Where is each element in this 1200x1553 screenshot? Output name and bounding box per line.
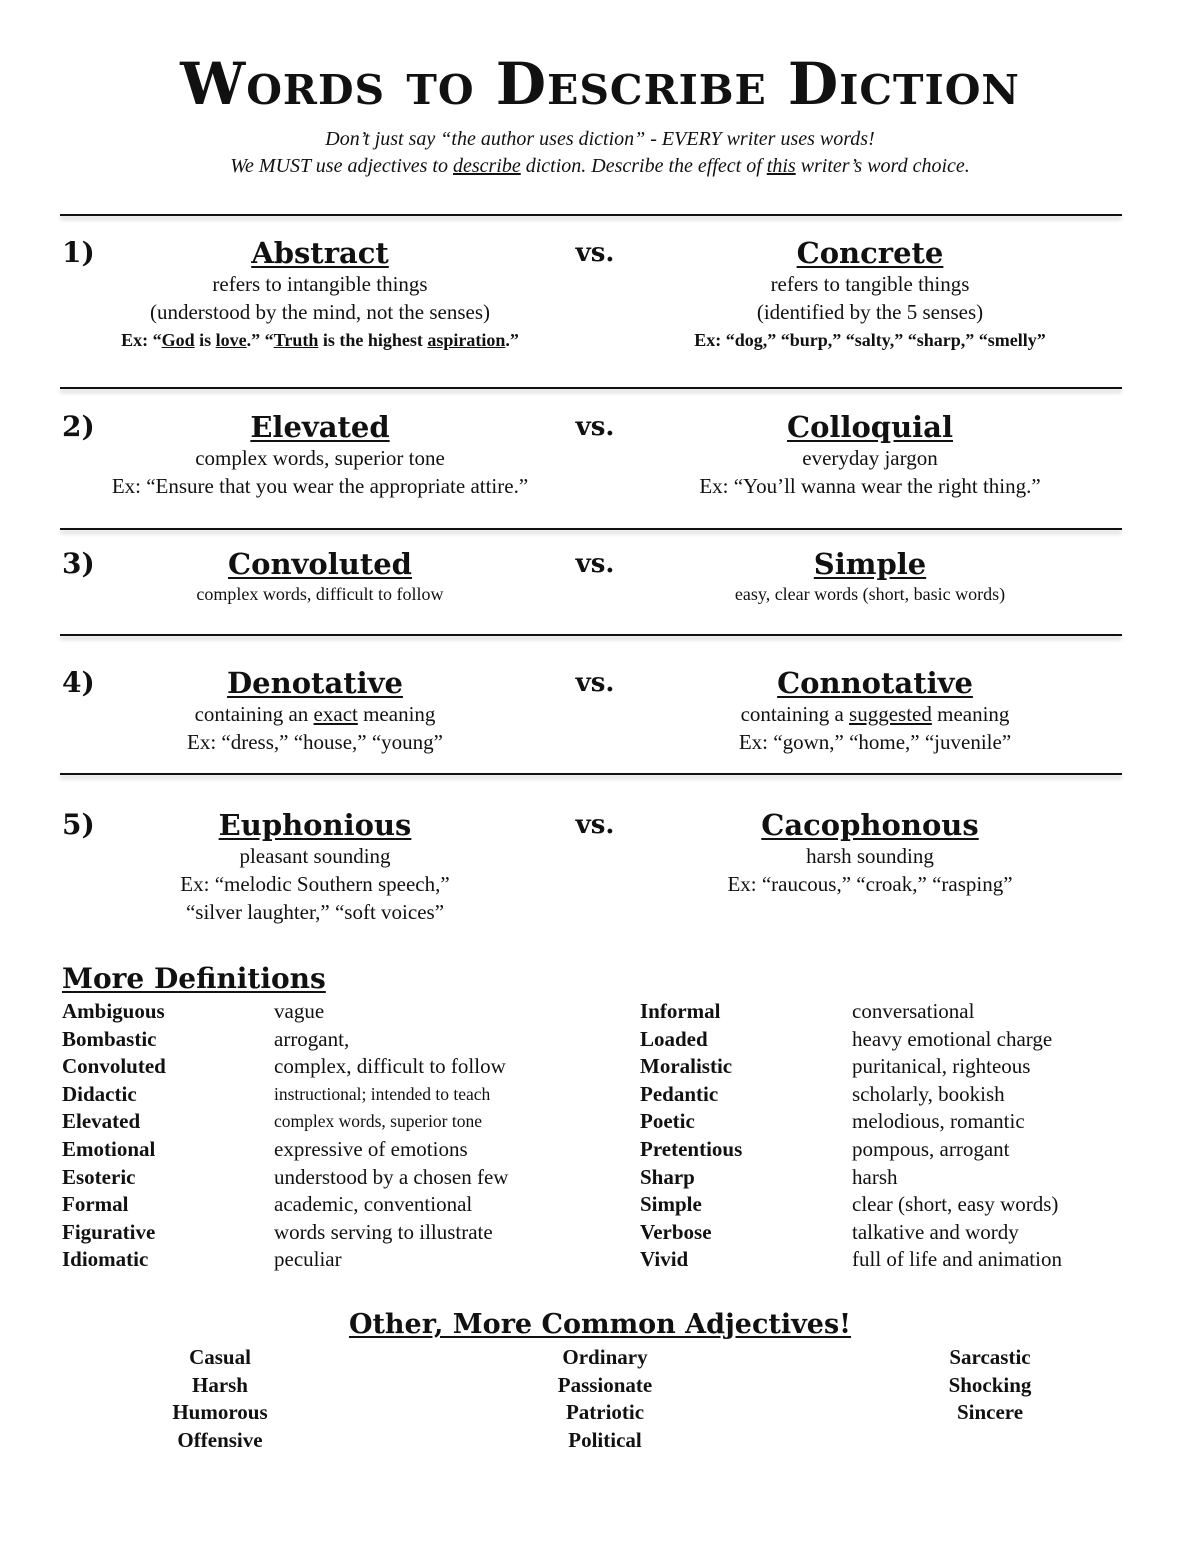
vs-label: vs. — [575, 412, 615, 442]
definition-line: refers to tangible things — [770, 272, 970, 296]
pair-number: 5) — [62, 808, 95, 841]
definition-meaning: vague — [274, 999, 325, 1023]
example-line: Ex: “dress,” “house,” “young” — [187, 730, 443, 754]
definition-word: Vivid — [640, 1247, 689, 1272]
pair-right-column — [620, 236, 1120, 354]
definition-word: Ambiguous — [62, 999, 165, 1023]
pair-number: 4) — [62, 666, 95, 699]
term-elevated: Elevated — [250, 410, 390, 444]
vs-label: vs. — [575, 810, 615, 840]
subtitle-text: diction. Describe the effect of — [520, 155, 767, 177]
definition-meaning: understood by a chosen few — [274, 1164, 509, 1189]
definition-word: Verbose — [640, 1219, 712, 1244]
pair-left-column — [60, 410, 580, 500]
pair-right-column — [620, 808, 1120, 898]
more-definitions-heading: More Definitions — [62, 962, 326, 995]
definition-word: Convoluted — [62, 1054, 166, 1079]
definition-meaning: heavy emotional charge — [852, 1026, 1053, 1051]
divider-rule — [60, 773, 1122, 775]
definition-line: harsh sounding — [806, 844, 934, 868]
definition-word: Loaded — [640, 1026, 708, 1051]
term-simple: Simple — [813, 547, 927, 581]
example-emphasis: love — [215, 330, 247, 350]
example-emphasis: aspiration — [427, 330, 506, 350]
subtitle-line-1: Don’t just say “the author uses diction” - EVERY writer uses words! — [325, 128, 875, 150]
pair-number: 3) — [62, 547, 95, 580]
definition-meaning: puritanical, righteous — [852, 1054, 1031, 1079]
subtitle-emphasis-this: this — [766, 155, 796, 177]
adjective-item: Sincere — [956, 1400, 1024, 1425]
adjective-item: Political — [568, 1427, 642, 1452]
definition-text: meaning — [931, 702, 1010, 726]
pair-right-column — [620, 547, 1120, 607]
definition-meaning: full of life and animation — [852, 1247, 1062, 1272]
definition-word: Informal — [640, 999, 721, 1023]
vs-label: vs. — [575, 549, 615, 579]
adjectives-column-1 — [90, 1344, 350, 1454]
term-abstract: Abstract — [251, 236, 389, 270]
term-concrete: Concrete — [796, 236, 944, 270]
adjective-item: Patriotic — [565, 1400, 645, 1425]
definition-line: (identified by the 5 senses) — [756, 300, 984, 324]
definition-word: Bombastic — [62, 1026, 157, 1051]
pair-left-column — [60, 547, 580, 607]
definition-emphasis: exact — [313, 702, 358, 726]
definition-word: Poetic — [640, 1109, 695, 1134]
pair-number: 1) — [62, 236, 95, 269]
definition-line: refers to intangible things — [212, 272, 428, 296]
subtitle-line-2 — [0, 153, 1200, 180]
example-line: “silver laughter,” “soft voices” — [185, 900, 445, 924]
divider-rule — [60, 387, 1122, 389]
definition-text: meaning — [357, 702, 436, 726]
term-euphonious: Euphonious — [218, 808, 412, 842]
definition-meaning: conversational — [852, 999, 975, 1023]
term-denotative: Denotative — [227, 666, 403, 700]
definition-line — [50, 700, 580, 728]
pair-right-column — [620, 410, 1120, 500]
definition-line: complex words, difficult to follow — [196, 584, 444, 604]
definition-meaning: scholarly, bookish — [852, 1081, 1005, 1106]
adjective-item: Offensive — [177, 1427, 263, 1452]
term-cacophonous: Cacophonous — [761, 808, 979, 842]
example-text: is — [194, 330, 216, 350]
term-convoluted: Convoluted — [228, 547, 412, 581]
adjective-item: Shocking — [948, 1372, 1032, 1397]
definition-word: Figurative — [62, 1219, 156, 1244]
divider-rule — [60, 214, 1122, 216]
definition-meaning: instructional; intended to teach — [274, 1083, 491, 1104]
term-colloquial: Colloquial — [787, 410, 953, 444]
subtitle — [0, 126, 1200, 180]
definition-word: Pedantic — [640, 1081, 719, 1106]
definition-word: Idiomatic — [62, 1247, 149, 1272]
example-line: Ex: “You’ll wanna wear the right thing.” — [699, 474, 1041, 498]
example-emphasis: God — [161, 330, 195, 350]
pair-left-column — [50, 808, 580, 926]
example-line: Ex: “dog,” “burp,” “salty,” “sharp,” “smelly” — [694, 330, 1046, 350]
adjective-item: Casual — [189, 1345, 251, 1369]
divider-rule — [60, 634, 1122, 636]
example-text: .” — [505, 330, 519, 350]
definition-meaning: academic, conventional — [274, 1192, 473, 1217]
adjectives-column-2 — [475, 1344, 735, 1454]
example-line: Ex: “raucous,” “croak,” “rasping” — [727, 872, 1013, 896]
definition-word: Elevated — [62, 1109, 141, 1134]
definition-meaning: complex, difficult to follow — [274, 1054, 506, 1079]
pair-left-column — [50, 666, 580, 756]
definition-word: Simple — [640, 1192, 702, 1217]
definition-word: Esoteric — [62, 1164, 136, 1189]
definition-meaning: words serving to illustrate — [274, 1219, 493, 1244]
adjectives-column-3 — [860, 1344, 1120, 1427]
subtitle-text: writer’s word choice. — [795, 155, 970, 177]
definition-meaning: complex words, superior tone — [274, 1111, 483, 1132]
definition-line: complex words, superior tone — [195, 446, 445, 470]
divider-rule — [60, 528, 1122, 530]
term-connotative: Connotative — [777, 666, 973, 700]
example-text: is the highest — [318, 330, 428, 350]
definition-meaning: pompous, arrogant — [852, 1136, 1010, 1161]
definition-line: everyday jargon — [802, 446, 938, 470]
definition-text: containing a — [740, 702, 850, 726]
definition-meaning: harsh — [852, 1164, 898, 1189]
subtitle-emphasis-describe: describe — [452, 155, 521, 177]
definition-emphasis: suggested — [849, 702, 932, 726]
pair-right-column — [625, 666, 1125, 756]
adjective-item: Harsh — [191, 1372, 248, 1397]
example-text: Ex: “ — [121, 330, 162, 350]
adjective-item: Humorous — [172, 1400, 268, 1425]
definition-meaning: clear (short, easy words) — [852, 1192, 1059, 1217]
definition-word: Moralistic — [640, 1054, 733, 1079]
definition-word: Pretentious — [640, 1136, 743, 1161]
definition-meaning: peculiar — [274, 1247, 342, 1272]
definition-meaning: melodious, romantic — [852, 1109, 1025, 1134]
adjective-item: Ordinary — [562, 1345, 648, 1369]
definition-text: containing an — [194, 702, 314, 726]
pair-left-column — [60, 236, 580, 354]
definition-meaning: arrogant, — [274, 1026, 350, 1051]
definition-meaning: expressive of emotions — [274, 1136, 468, 1161]
definition-line: easy, clear words (short, basic words) — [734, 584, 1006, 604]
vs-label: vs. — [575, 238, 615, 268]
example-line: Ex: “melodic Southern speech,” — [180, 872, 450, 896]
definition-meaning: talkative and wordy — [852, 1219, 1019, 1244]
adjective-item: Sarcastic — [949, 1345, 1031, 1369]
definition-line: pleasant sounding — [239, 844, 391, 868]
example-emphasis: Truth — [273, 330, 319, 350]
example-text: .” “ — [246, 330, 274, 350]
example-line: Ex: “gown,” “home,” “juvenile” — [738, 730, 1012, 754]
vs-label: vs. — [575, 668, 615, 698]
example-line: Ex: “Ensure that you wear the appropriate attire.” — [111, 474, 529, 498]
pair-number: 2) — [62, 410, 95, 443]
definition-word: Formal — [62, 1192, 129, 1217]
example-line — [60, 326, 580, 354]
definition-line — [625, 700, 1125, 728]
definition-word: Didactic — [62, 1081, 137, 1106]
definition-word: Sharp — [640, 1164, 695, 1189]
other-adjectives-heading: Other, More Common Adjectives! — [348, 1309, 852, 1340]
adjective-item: Passionate — [557, 1372, 653, 1397]
definition-word: Emotional — [62, 1136, 156, 1161]
page-title: Words to Describe Diction — [180, 50, 1020, 118]
definition-line: (understood by the mind, not the senses) — [149, 300, 491, 324]
subtitle-text: We MUST use adjectives to — [230, 155, 453, 177]
